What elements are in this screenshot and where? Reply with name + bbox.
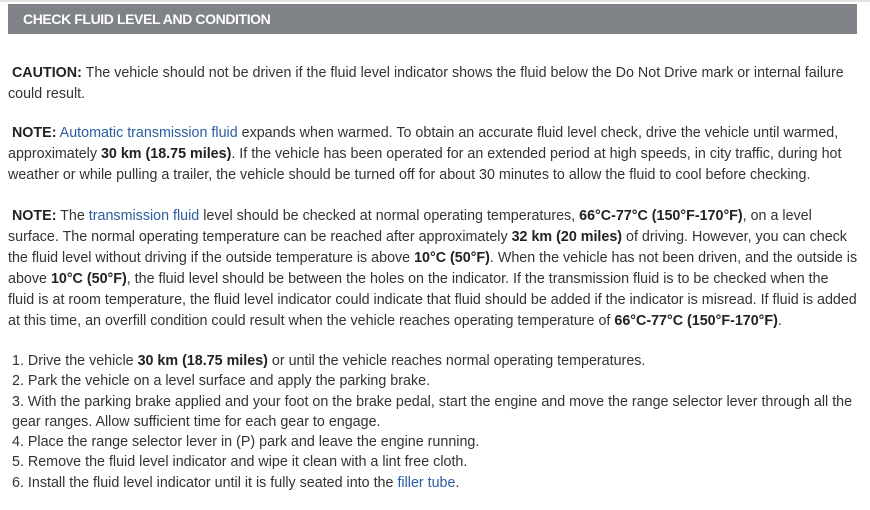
link-filler-tube[interactable]: filler tube — [397, 474, 456, 491]
note-label: NOTE: — [11, 125, 57, 141]
note-text: expands when warmed. To obtain an accurate fluid level check, drive the vehicle until warmed, approximately — [8, 125, 839, 162]
note-text: . — [777, 313, 782, 329]
procedure-steps — [12, 351, 858, 493]
step-6 — [12, 473, 858, 493]
top-divider — [0, 0, 870, 2]
caution-paragraph — [8, 63, 858, 105]
step-text: 2. Park the vehicle on a level surface and apply the parking brake. — [12, 373, 431, 390]
section-header — [8, 4, 857, 34]
link-automatic-transmission-fluid[interactable]: Automatic transmission fluid — [59, 125, 238, 141]
note-bold-value: 30 km (18.75 miles) — [100, 146, 232, 162]
note-text: of driving. However, you can check the fluid level without driving if the outside temperature is above — [8, 229, 847, 266]
step-text: or until the vehicle reaches normal operating temperatures. — [267, 353, 646, 369]
note-text: level should be checked at normal operating temperatures, — [199, 208, 580, 224]
note-bold-value: 32 km (20 miles) — [511, 229, 623, 245]
note-paragraph-temperature — [8, 206, 858, 332]
step-text: 3. With the parking brake applied and your foot on the brake pedal, start the engine and move the range selector lever through all the gear ranges. Allow sufficient time for each gear to engage. — [12, 393, 853, 430]
step-bold-value: 30 km (18.75 miles) — [137, 353, 268, 369]
step-text: . — [455, 474, 460, 491]
note-text: , on a level surface. The normal operating temperature can be reached after approximately — [8, 208, 812, 245]
step-2 — [12, 371, 858, 391]
note-bold-value: 66°C-77°C (150°F-170°F) — [614, 313, 778, 329]
note-bold-value: 66°C-77°C (150°F-170°F) — [579, 208, 743, 224]
note-text: The — [56, 208, 89, 224]
step-1 — [12, 351, 858, 371]
step-3 — [12, 392, 858, 433]
step-text: 5. Remove the fluid level indicator and wipe it clean with a lint free cloth. — [12, 454, 468, 471]
link-transmission-fluid[interactable]: transmission fluid — [88, 208, 200, 224]
step-5 — [12, 452, 858, 472]
note-label: NOTE: — [11, 208, 57, 224]
note-text: . When the vehicle has not been driven, and the outside is above — [8, 250, 858, 287]
note-bold-value: 10°C (50°F) — [50, 271, 127, 287]
section-title: CHECK FLUID LEVEL AND CONDITION — [23, 11, 271, 27]
note-text: . If the vehicle has been operated for an extended period at high speeds, in city traffic, during hot weather or while pulling a trailer, the vehicle should be turned off for about 30 minutes to allow the fluid to cool before checking. — [8, 146, 842, 183]
caution-text: The vehicle should not be driven if the fluid level indicator shows the fluid below the Do Not Drive mark or internal failure could result. — [8, 65, 844, 102]
step-text: 1. Drive the vehicle — [12, 353, 138, 369]
note-bold-value: 10°C (50°F) — [414, 250, 490, 266]
note-text: , the fluid level should be between the holes on the indicator. If the transmission fluid is to be checked when the fluid is at room temperature, the fluid level indicator could indicate that fluid should be added if the indicator is misread. If fluid is added at this time, an overfill condition could result when the vehicle reaches operating temperature of — [8, 271, 857, 329]
step-text: 4. Place the range selector lever in (P) park and leave the engine running. — [12, 434, 480, 451]
caution-label: CAUTION: — [11, 65, 82, 81]
note-paragraph-warm — [8, 123, 858, 186]
step-4 — [12, 432, 858, 452]
step-text: 6. Install the fluid level indicator until it is fully seated into the — [12, 474, 398, 491]
